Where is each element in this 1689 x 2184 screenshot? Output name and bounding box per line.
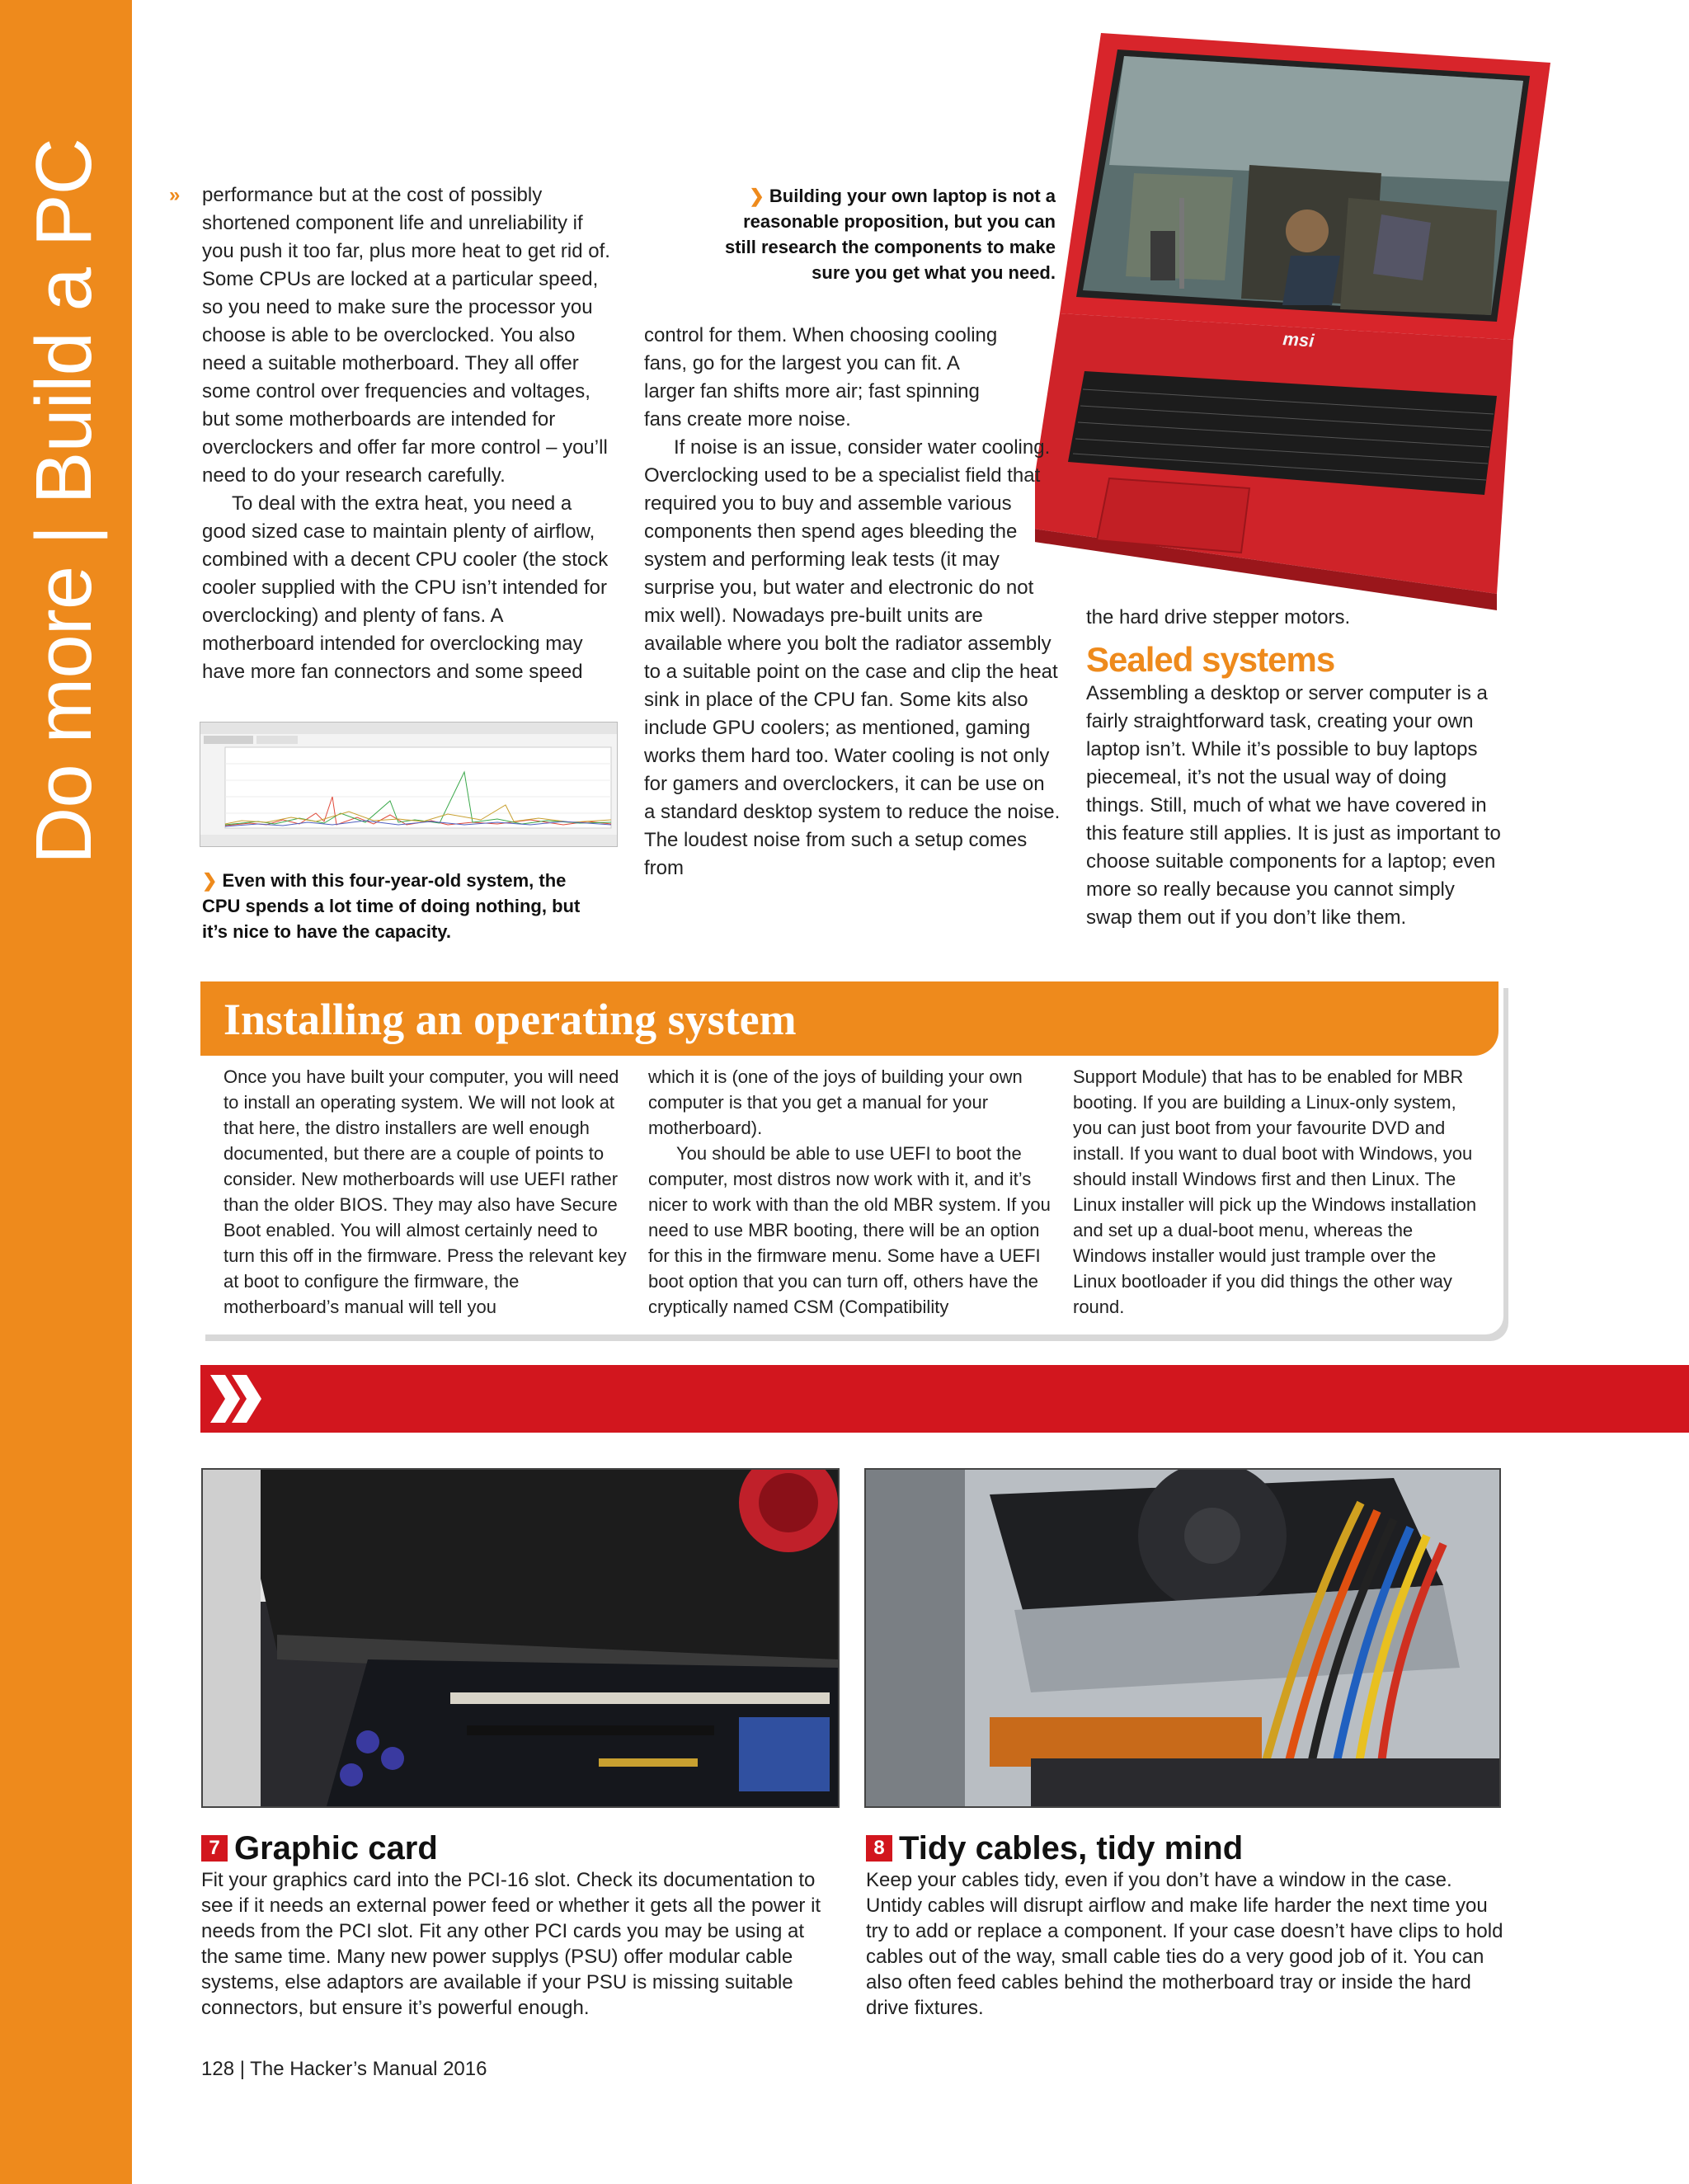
- step-8-body: Keep your cables tidy, even if you don’t have a window in the case. Untidy cables will disrupt airflow and make life harder the next time you try to add or replace a component. If your case doesn’t have clips to hold cables out of the way, small cable ties do a very good job of it. You can also often feed cables behind the motherboard tray or inside the hard drive fixtures.: [866, 1869, 1503, 2019]
- double-chevron-icon: [207, 1372, 265, 1426]
- install-os-title: Installing an operating system: [223, 995, 797, 1044]
- column-1: [169, 181, 619, 686]
- install-column-1: Once you have built your computer, you will need to install an operating system. We will not look at that here, the distro installers are well enough documented, but there are a couple of points to consider. New motherboards will use UEFI rather than the older BIOS. They may also have Secure Boot enabled. You will almost certainly need to turn this off in the firmware. Press the relevant key at boot to configure the firmware, the motherboard’s manual will tell you: [223, 1066, 627, 1317]
- cpu-history-graph: [200, 723, 617, 846]
- column-1-paragraph: To deal with the extra heat, you need a good sized case to maintain plenty of airflow, combined with a decent CPU cooler (the stock cooler supplied with the CPU isn’t intended for overclocking) and plenty of fans. A motherboard intended for overclocking may have more fan connectors and some speed: [202, 492, 609, 683]
- cpu-history-screenshot: [200, 722, 618, 847]
- column-2-paragraph-2: If noise is an issue, consider water cooling. Overclocking used to be a specialist field that required you to buy and assemble various components then spend ages bleeding the system and performing leak tests (it may surprise you, but water and electronic do not mix well). Nowadays pre-built units are available where you bolt the radiator assembly to a suitable point on the case and clip the heat sink in place of the CPU fan. Some kits also include GPU coolers; as mentioned, gaming works them hard too. Water cooling is not only for gamers and overclockers, it can be use on a standard desktop system to reduce the noise. The loudest noise from such a setup comes from: [644, 436, 1061, 879]
- step-8-number: 8: [866, 1835, 892, 1862]
- cpu-caption: ❯ Even with this four-year-old system, the CPU spends a lot time of doing nothing, but it’s nice to have the capacity.: [202, 870, 581, 942]
- column-3-paragraph-1: the hard drive stepper motors.: [1086, 606, 1351, 628]
- install-os-header: [200, 981, 1498, 1056]
- install-column-2: [648, 1064, 1052, 1320]
- red-laptop-image: [1035, 33, 1555, 610]
- install-os-box: [200, 981, 1503, 1334]
- caption-arrow-icon: ❯: [749, 186, 769, 206]
- step-banner: [200, 1365, 1689, 1433]
- step-7: [201, 1829, 836, 2021]
- sealed-systems-heading: Sealed systems: [1086, 640, 1335, 679]
- continue-arrow-icon: »: [169, 184, 181, 206]
- install-column-2-paragraph-1: which it is (one of the joys of building your own computer is that you get a manual for your motherboard).: [648, 1066, 1023, 1138]
- install-column-3: Support Module) that has to be enabled for MBR booting. If you are building a Linux-only system, you can just boot from your favourite DVD and install. If you want to dual boot with Windows, you should install Windows first and then Linux. The Linux installer will pick up the Windows installation and set up a dual-boot menu, whereas the Windows installer would just trample over the Linux bootloader if you did things the other way round.: [1073, 1066, 1477, 1317]
- svg-text:msi: msi: [1282, 328, 1315, 351]
- section-title: Do more | Build a PC: [20, 139, 108, 864]
- graphics-card-photo: [201, 1468, 840, 1808]
- sidebar: [0, 0, 132, 2184]
- column-1-lead: » performance but at the cost of possibly shortened component life and unreliability if you push it too far, plus more heat to get rid of. Some CPUs are locked at a particular speed, so you need to make sure the processor you choose is able to be overclocked. You also need a suitable motherboard. They all offer some control over frequencies and voltages, but some motherboards are intended for overclockers and offer far more control – you’ll need to do your research carefully.: [202, 181, 619, 490]
- step-7-body: Fit your graphics card into the PCI-16 slot. Check its documentation to see if it needs an external power feed or whether it gets all the power it needs from the PCI slot. Fit any other PCI cards you may be using at the same time. Many new power supplys (PSU) offer modular cable systems, else adaptors are available if your PSU is missing suitable connectors, but ensure it’s powerful enough.: [201, 1869, 821, 2019]
- laptop-caption: ❯ Building your own laptop is not a reasonable proposition, but you can still research the components to make sure you get what you need.: [724, 186, 1056, 283]
- caption-arrow-icon: ❯: [202, 870, 223, 891]
- step-7-title: 7 Graphic card: [201, 1829, 836, 1867]
- step-7-number: 7: [201, 1835, 228, 1862]
- column-2: [644, 322, 1061, 883]
- tidy-cables-photo: [864, 1468, 1501, 1808]
- column-3: [1086, 604, 1503, 932]
- step-8: [866, 1829, 1509, 2021]
- column-3-paragraph-2: Assembling a desktop or server computer is a fairly straightforward task, creating your own laptop isn’t. While it’s possible to buy laptops piecemeal, it’s not the usual way of doing things. Still, much of what we have covered in this feature still applies. It is just as important to choose suitable components for a laptop; even more so really because you cannot simply swap them out if you don’t like them.: [1086, 682, 1501, 929]
- install-column-2-paragraph-2: You should be able to use UEFI to boot the computer, most distros now work with it, and it’s nicer to work with than the old MBR system. If you need to use MBR booting, there will be an option for this in the firmware menu. Some have a UEFI boot option that you can turn off, others have the cryptically named CSM (Compatibility: [648, 1143, 1051, 1317]
- page-footer: 128 | The Hacker’s Manual 2016: [201, 2058, 487, 2080]
- column-2-paragraph-1: control for them. When choosing cooling fans, go for the largest you can fit. A larger fan shifts more air; fast spinning fans create more noise.: [644, 324, 998, 431]
- step-8-title: 8 Tidy cables, tidy mind: [866, 1829, 1509, 1867]
